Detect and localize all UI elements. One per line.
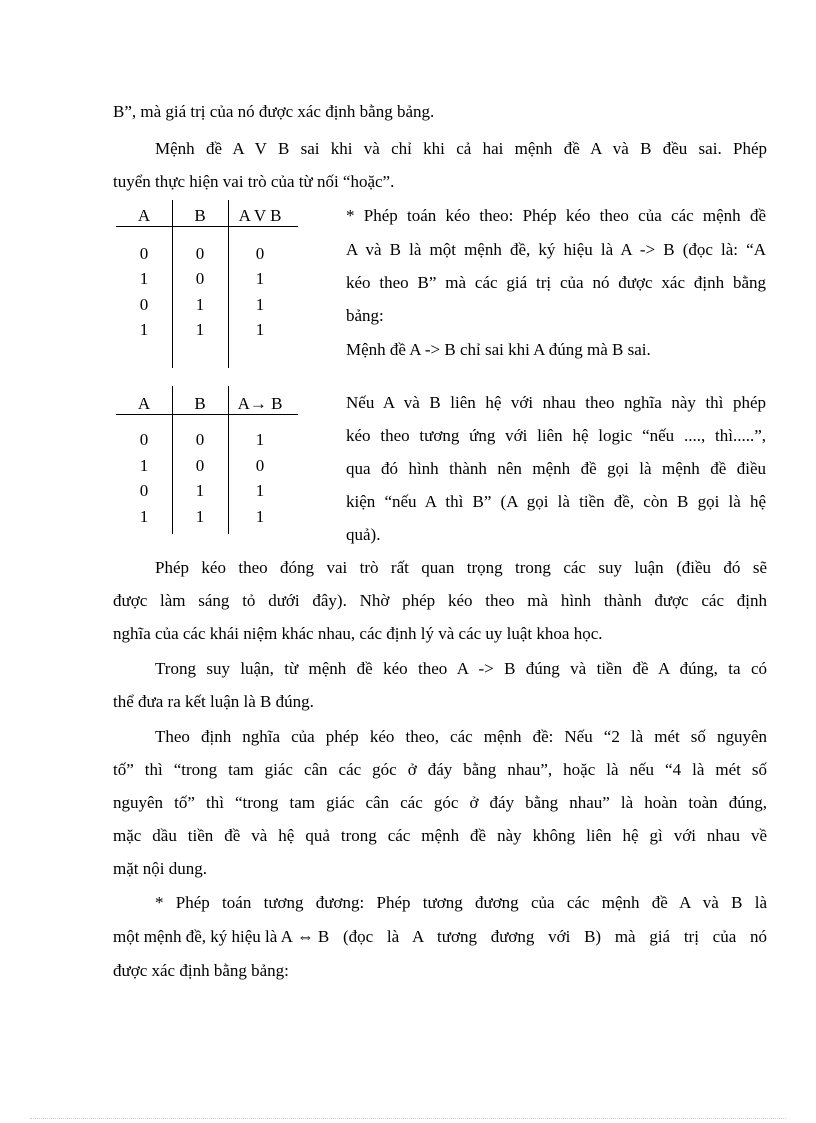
text-line: Phép kéo theo đóng vai trò rất quan trọng trong các suy luận (điều đó sẽ [155, 558, 767, 577]
table-cell: 0 [195, 244, 205, 263]
table-divider [172, 200, 173, 368]
text-line: Mệnh đề A -> B chỉ sai khi A đúng mà B sai. [346, 340, 651, 359]
table-divider [116, 414, 298, 415]
table-header: A V B [238, 206, 282, 225]
table-cell: 1 [139, 269, 149, 288]
table-cell: 0 [139, 481, 149, 500]
text-line: được làm sáng tỏ dưới đây). Nhờ phép kéo theo mà hình thành được các định [113, 591, 767, 610]
text-line: nghĩa của các khái niệm khác nhau, các định lý và các uy luật khoa học. [113, 624, 603, 643]
text-line: A và B là một mệnh đề, ký hiệu là A -> B (đọc là: “A [346, 240, 766, 259]
text-line: qua đó hình thành nên mệnh đề gọi là mệnh đề điều [346, 459, 766, 478]
equivalence-symbol-icon: ⇔ [296, 927, 314, 946]
table-cell: 1 [195, 295, 205, 314]
table-header: A [137, 206, 151, 225]
table-header: A→ B [237, 394, 283, 413]
text-fragment: một mệnh đề, ký hiệu là A [113, 927, 293, 946]
table-cell: 1 [195, 481, 205, 500]
table-cell: 0 [195, 430, 205, 449]
text-line: nguyên tố” thì “trong tam giác cân các góc ở đáy bằng nhau” là hoàn toàn đúng, [113, 793, 767, 812]
text-line: kéo theo B” mà các giá trị của nó được xác định bằng [346, 273, 766, 292]
table-cell: 1 [139, 320, 149, 339]
table-cell: 1 [255, 481, 265, 500]
table-cell: 1 [139, 456, 149, 475]
text-line: Mệnh đề A V B sai khi và chỉ khi cả hai mệnh đề A và B đều sai. Phép [155, 139, 767, 158]
text-line: tuyển thực hiện vai trò của từ nối “hoặc”. [113, 172, 395, 191]
text-line: Theo định nghĩa của phép kéo theo, các mệnh đề: Nếu “2 là mét số nguyên [155, 727, 767, 746]
text-line: * Phép toán tương đương: Phép tương đương của các mệnh đề A và B là [155, 893, 767, 912]
text-line: mặt nội dung. [113, 859, 207, 878]
table-header: B [194, 206, 206, 225]
text-line: bảng: [346, 306, 384, 325]
table-cell: 0 [255, 244, 265, 263]
text-line: kéo theo tương ứng với liên hệ logic “nếu ...., thì.....”, [346, 426, 766, 445]
page-bottom-border [30, 1118, 786, 1119]
table-cell: 0 [139, 430, 149, 449]
text-line: Trong suy luận, từ mệnh đề kéo theo A -> B đúng và tiền đề A đúng, ta có [155, 659, 767, 678]
text-line: được xác định bằng bảng: [113, 961, 289, 980]
table-divider [228, 200, 229, 368]
table-cell: 1 [255, 507, 265, 526]
text-line: thể đưa ra kết luận là B đúng. [113, 692, 314, 711]
table-cell: 1 [195, 507, 205, 526]
table-cell: 0 [195, 456, 205, 475]
table-cell: 1 [255, 295, 265, 314]
text-line: B”, mà giá trị của nó được xác định bằng bảng. [113, 102, 435, 121]
text-line [113, 927, 767, 947]
table-cell: 0 [139, 295, 149, 314]
text-line: mặc dầu tiền đề và hệ quả trong các mệnh đề này không liên hệ gì với nhau về [113, 826, 767, 845]
table-divider [228, 386, 229, 534]
text-line: quả). [346, 525, 381, 544]
table-cell: 1 [255, 320, 265, 339]
table-cell: 0 [195, 269, 205, 288]
text-fragment: B (đọc là A tương đương với B) mà giá trị của nó [317, 927, 767, 946]
table-cell: 1 [255, 430, 265, 449]
table-cell: 1 [139, 507, 149, 526]
text-line: tố” thì “trong tam giác cân các góc ở đáy bằng nhau”, hoặc là nếu “4 là mét số [113, 760, 767, 779]
table-header: B [194, 394, 206, 413]
table-cell: 1 [195, 320, 205, 339]
table-cell: 1 [255, 269, 265, 288]
table-cell: 0 [255, 456, 265, 475]
text-line: * Phép toán kéo theo: Phép kéo theo của các mệnh đề [346, 206, 766, 225]
text-line: Nếu A và B liên hệ với nhau theo nghĩa này thì phép [346, 393, 766, 412]
table-divider [116, 226, 298, 227]
table-divider [172, 386, 173, 534]
table-header: A [137, 394, 151, 413]
text-line: kiện “nếu A thì B” (A gọi là tiền đề, còn B gọi là hệ [346, 492, 766, 511]
table-cell: 0 [139, 244, 149, 263]
